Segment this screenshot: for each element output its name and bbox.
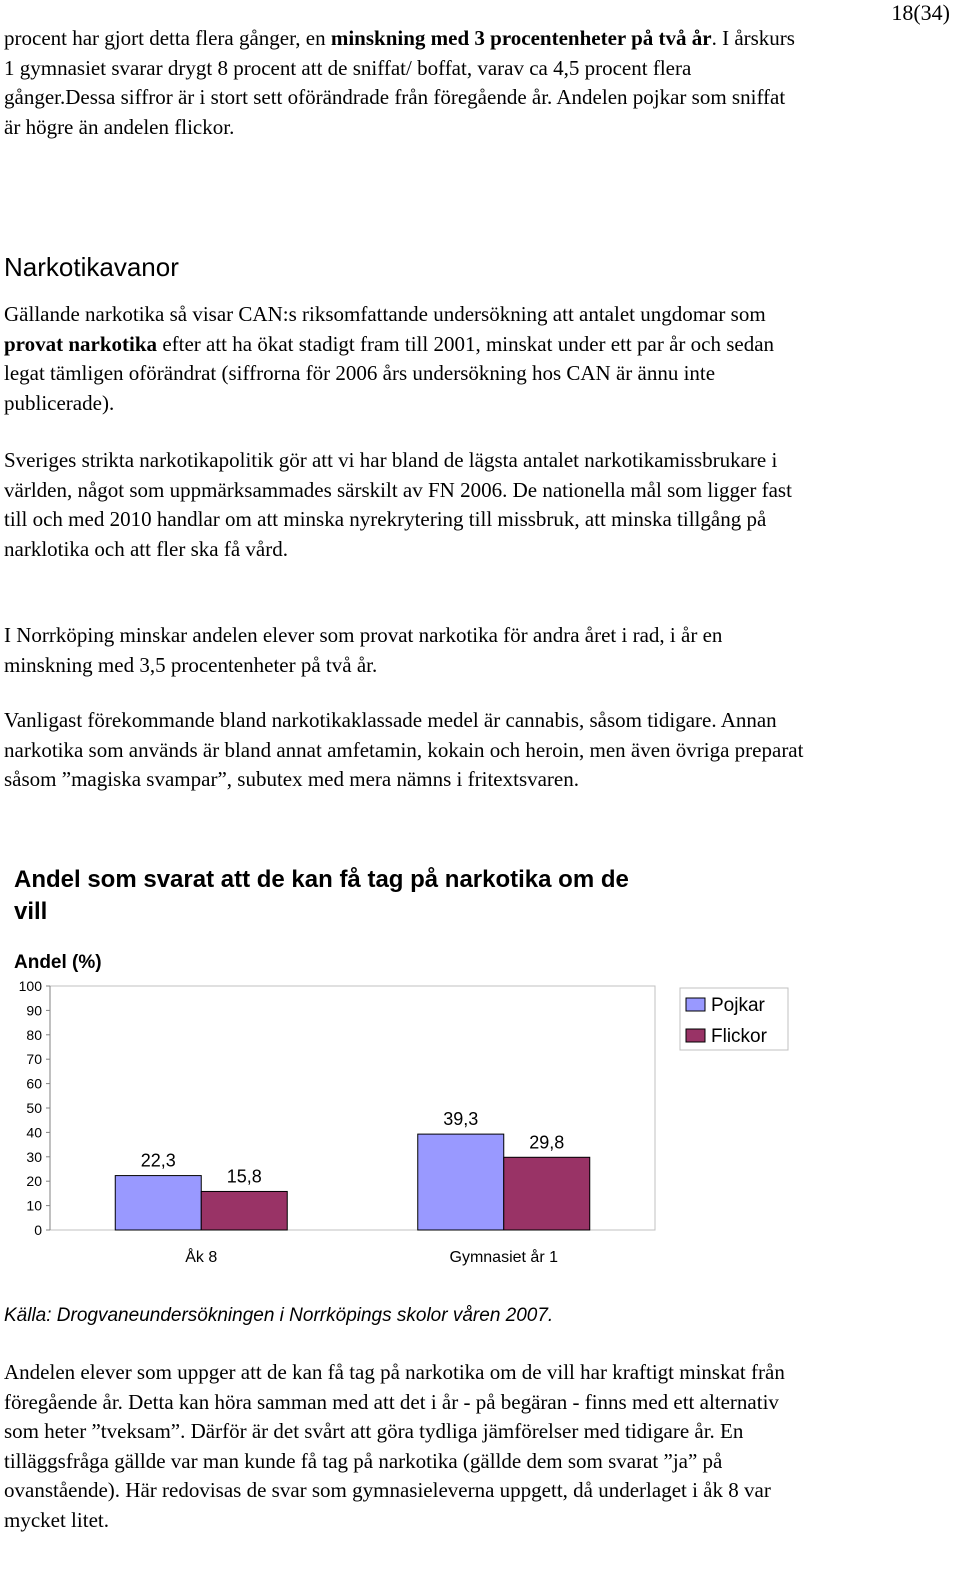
- para1-text-end: efter att ha ökat stadigt fram till 2001, minskat under ett par år och sedan legat tämligen oförändrat (siffrorna för 2006 års undersökning hos CAN är ännu inte publicerade).: [4, 331, 775, 415]
- chart-title: Andel som svarat att de kan få tag på narkotika om de vill: [14, 866, 629, 925]
- intro-text-end: . I årskurs 1 gymnasiet svarar drygt 8 procent att de sniffat/ boffat, varav ca 4,5 procent flera gånger.Dessa siffror är i stort sett oförändrade från föregående år. Andelen pojkar som sniffat är högre än andelen flickor.: [4, 26, 795, 139]
- legend-label: Flickor: [711, 1026, 767, 1047]
- bar: [418, 1134, 504, 1230]
- y-tick-label: 80: [26, 1026, 42, 1043]
- y-tick-label: 30: [26, 1148, 42, 1165]
- data-label: 29,8: [529, 1132, 565, 1153]
- y-tick-label: 20: [26, 1173, 42, 1190]
- y-tick-label: 50: [26, 1100, 42, 1116]
- bar: [201, 1191, 287, 1230]
- paragraph-drug-policy: Sveriges strikta narkotikapolitik gör att vi har bland de lägsta antalet narkotikamissbrukare i världen, något som uppmärksammades särskilt av FN 2006. De nationella mål som ligger fast till och med 2010 handlar om att minska nyrekrytering till missbruk, att minska tillgång på narklotika och att fler ska få vård.: [4, 448, 792, 561]
- legend-swatch: [686, 1029, 705, 1042]
- intro-paragraph: [4, 24, 804, 142]
- chart-source: Källa: Drogvaneundersökningen i Norrköpings skolor våren 2007.: [4, 1305, 554, 1326]
- para1-bold-text: provat narkotika: [4, 331, 158, 356]
- data-label: 22,3: [140, 1150, 176, 1171]
- legend-swatch: [686, 998, 705, 1011]
- paragraph-can-survey: [4, 300, 804, 418]
- paragraph-common-drugs: Vanligast förekommande bland narkotikaklassade medel är cannabis, såsom tidigare. Annan narkotika som används är bland annat amfetamin, kokain och heroin, men även övriga preparat såsom ”magiska svampar”, subutex med mera nämns i fritextsvaren.: [4, 708, 804, 791]
- bar: [504, 1157, 590, 1230]
- paragraph-norrkoping: I Norrköping minskar andelen elever som provat narkotika för andra året i rad, i år en minskning med 3,5 procentenheter på två år.: [4, 623, 723, 677]
- y-tick-label: 10: [26, 1197, 42, 1214]
- para1-text-start: Gällande narkotika så visar CAN:s riksomfattande undersökning att antalet ungdomar som: [4, 302, 766, 326]
- y-tick-label: 60: [26, 1075, 42, 1092]
- legend-label: Pojkar: [711, 995, 765, 1016]
- data-label: 39,3: [443, 1109, 479, 1130]
- bar: [115, 1176, 201, 1230]
- y-tick-label: 90: [26, 1002, 42, 1019]
- y-tick-label: 70: [26, 1051, 42, 1068]
- section-heading: Narkotikavanor: [4, 252, 179, 282]
- x-category-label: Gymnasiet år 1: [449, 1249, 558, 1266]
- y-axis-label: Andel (%): [14, 952, 102, 973]
- y-tick-label: 40: [26, 1124, 42, 1141]
- x-category-label: Åk 8: [185, 1249, 218, 1266]
- intro-text-start: procent har gjort detta flera gånger, en: [4, 26, 331, 50]
- bar-chart: [0, 940, 960, 1280]
- y-tick-label: 0: [34, 1222, 42, 1238]
- page-number: 18(34): [891, 0, 950, 25]
- intro-bold-text: minskning med 3 procentenheter på två år: [330, 26, 712, 50]
- chart-plot-area: [19, 978, 788, 1266]
- data-label: 15,8: [226, 1166, 262, 1187]
- y-tick-label: 100: [18, 978, 42, 994]
- paragraph-availability: Andelen elever som uppger att de kan få tag på narkotika om de vill har kraftigt minskat från föregående år. Detta kan höra samman med att det i år - på begäran - finns med ett alternativ som heter ”tveksam”. Därför är det svårt att göra tydliga jämförelser med tidigare år. En tilläggsfråga gällde var man kunde få tag på narkotika (gällde dem som svarat ”ja” på ovanstående). Här redovisas de svar som gymnasieleverna uppgett, då underlaget i åk 8 var mycket litet.: [4, 1360, 785, 1532]
